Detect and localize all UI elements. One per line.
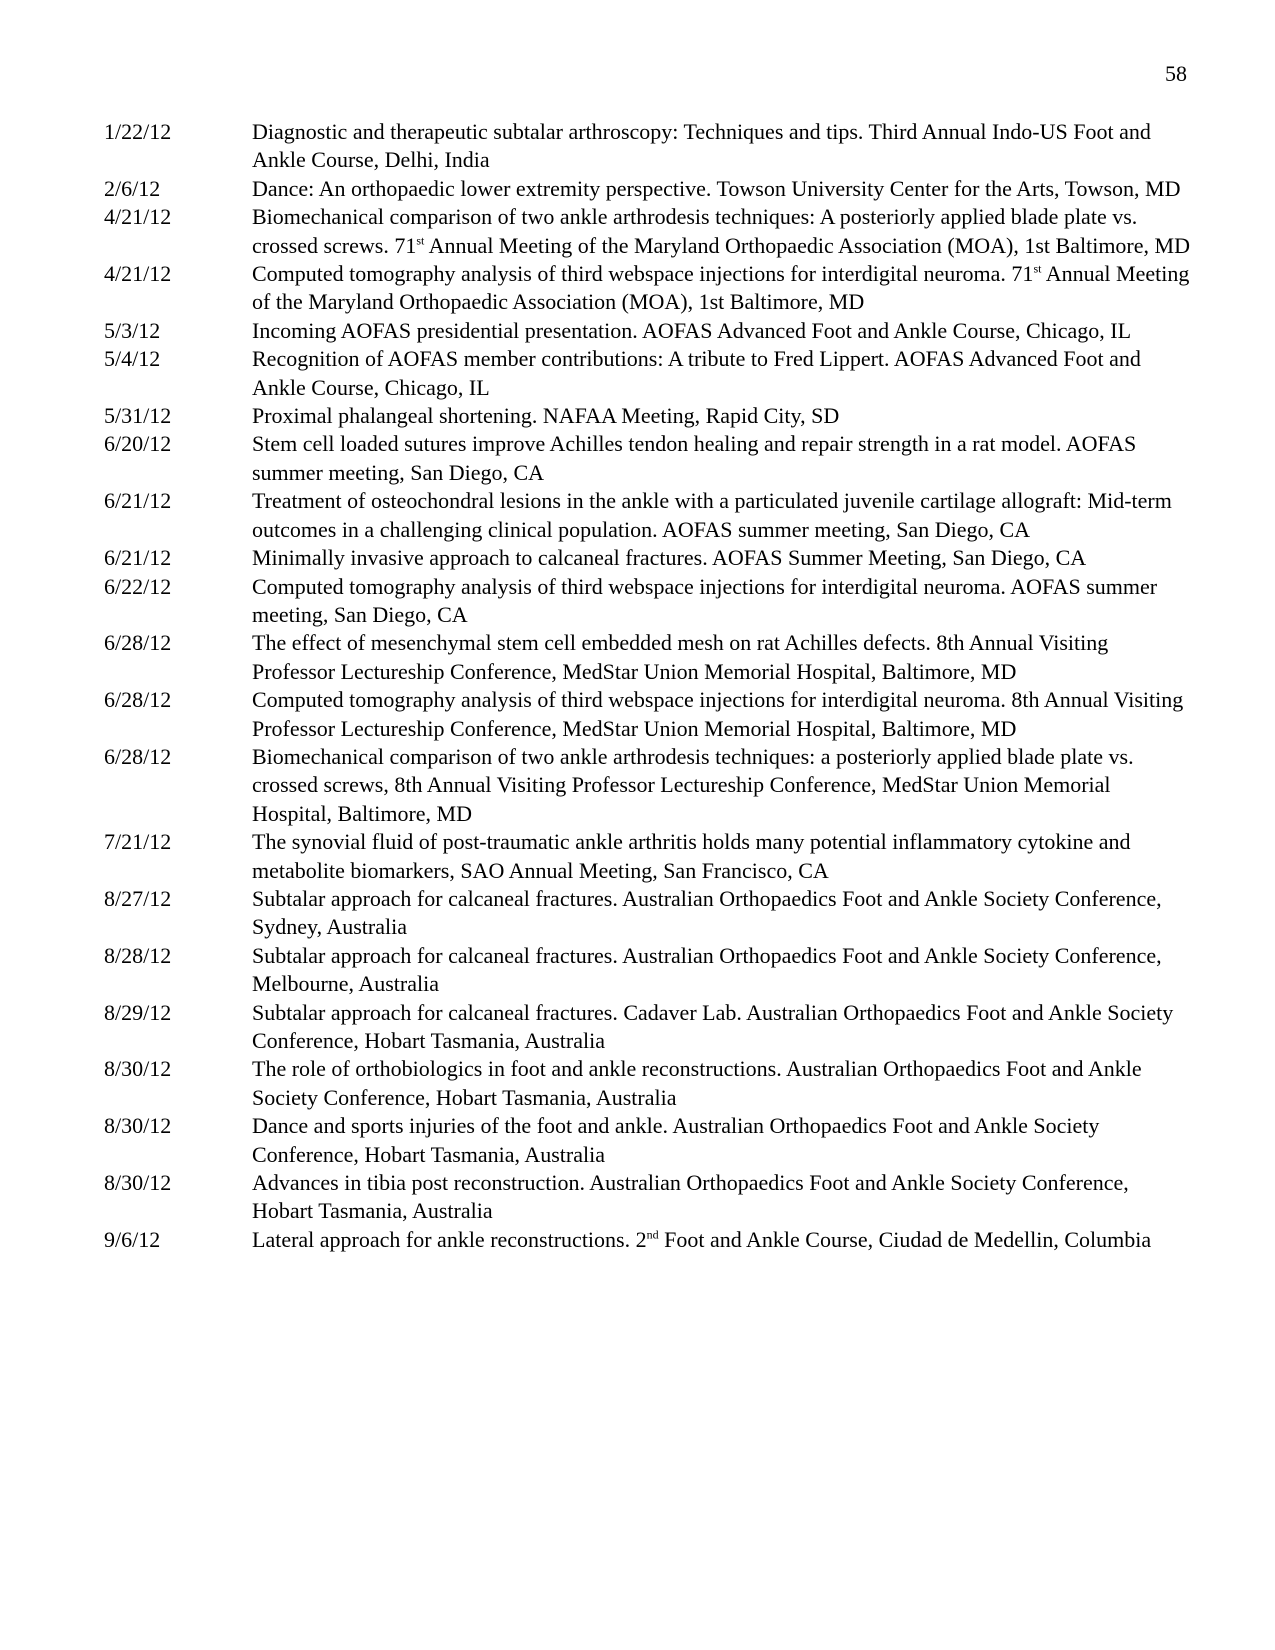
entry-text-part: The effect of mesenchymal stem cell embedded mesh on rat Achilles defects. 8th Annual Visiting Professor Lectureship Conference, MedStar Union Memorial Hospital, Baltimore, MD bbox=[252, 630, 1109, 684]
entry-text-part: Biomechanical comparison of two ankle arthrodesis techniques: A posteriorly applied blade plate vs. crossed screws. 71 bbox=[252, 204, 1138, 258]
entry-date: 6/28/12 bbox=[104, 687, 172, 713]
entry-description bbox=[252, 1055, 1194, 1112]
presentation-entry bbox=[104, 629, 1194, 686]
entry-text-part: Subtalar approach for calcaneal fractures. Australian Orthopaedics Foot and Ankle Society Conference, Melbourne, Australia bbox=[252, 942, 1162, 997]
entry-date: 8/30/12 bbox=[104, 1113, 172, 1139]
entry-description bbox=[252, 1169, 1194, 1226]
entry-date: 5/3/12 bbox=[104, 317, 161, 343]
entry-text-part: Proximal phalangeal shortening. NAFAA Meeting, Rapid City, SD bbox=[252, 403, 840, 429]
entry-date: 8/30/12 bbox=[104, 1056, 172, 1082]
ordinal-superscript: nd bbox=[646, 1227, 659, 1242]
entry-date: 1/22/12 bbox=[104, 119, 172, 144]
entry-description bbox=[252, 942, 1194, 999]
entry-description bbox=[252, 118, 1194, 175]
entry-date: 5/4/12 bbox=[104, 346, 161, 372]
entry-date: 9/6/12 bbox=[104, 1226, 161, 1252]
entry-description bbox=[252, 1112, 1194, 1169]
entry-description bbox=[252, 828, 1194, 885]
entry-date: 6/28/12 bbox=[104, 630, 172, 656]
entry-text-part: Diagnostic and therapeutic subtalar arthroscopy: Techniques and tips. Third Annual Indo-US Foot and Ankle Course, Delhi, India bbox=[252, 119, 1151, 173]
entry-description bbox=[252, 402, 1194, 430]
entry-text-part: Computed tomography analysis of third webspace injections for interdigital neuroma. 71 bbox=[252, 261, 1034, 287]
presentation-entry bbox=[104, 942, 1194, 999]
entry-date: 6/20/12 bbox=[104, 431, 172, 457]
presentation-entry bbox=[104, 1112, 1194, 1169]
presentation-entry bbox=[104, 1055, 1194, 1112]
ordinal-superscript: st bbox=[416, 233, 425, 248]
entry-description bbox=[252, 573, 1194, 630]
entry-text-part: Subtalar approach for calcaneal fractures. Cadaver Lab. Australian Orthopaedics Foot and Ankle Society Conference, Hobart Tasmania, Australia bbox=[252, 999, 1174, 1053]
entry-text-part: Annual Meeting of the Maryland Orthopaedic Association (MOA), 1st Baltimore, MD bbox=[252, 261, 1190, 315]
presentation-entry bbox=[104, 885, 1194, 942]
presentation-entry bbox=[104, 345, 1194, 402]
entry-text-part: Computed tomography analysis of third webspace injections for interdigital neuroma. 8th Annual Visiting Professor Lectureship Conference, MedStar Union Memorial Hospital, Baltimore, MD bbox=[252, 687, 1184, 741]
presentation-entry bbox=[104, 487, 1194, 544]
presentation-entry bbox=[104, 686, 1194, 743]
entry-description bbox=[252, 175, 1194, 203]
presentation-entry bbox=[104, 260, 1194, 317]
entry-date: 6/21/12 bbox=[104, 488, 172, 514]
presentation-entry bbox=[104, 999, 1194, 1056]
entry-text-part: Dance: An orthopaedic lower extremity perspective. Towson University Center for the Arts, Towson, MD bbox=[252, 175, 1181, 201]
entry-description bbox=[252, 885, 1194, 942]
entry-text-part: Annual Meeting of the Maryland Orthopaedic Association (MOA), 1st Baltimore, MD bbox=[428, 232, 1190, 258]
entry-text-part: Foot and Ankle Course, Ciudad de Medellin, Columbia bbox=[664, 1226, 1152, 1252]
entry-text-part: The synovial fluid of post-traumatic ankle arthritis holds many potential inflammatory cytokine and metabolite biomarkers, SAO Annual Meeting, San Francisco, CA bbox=[252, 829, 1131, 883]
presentation-list bbox=[104, 118, 1194, 1254]
entry-description bbox=[252, 686, 1194, 743]
presentation-entry bbox=[104, 203, 1194, 260]
entry-text-part: Biomechanical comparison of two ankle arthrodesis techniques: a posteriorly applied blade plate vs. crossed screws, 8th Annual Visiting Professor Lectureship Conference, MedStar Union Memorial Hospital, Baltimore, MD bbox=[252, 743, 1134, 826]
entry-date: 8/29/12 bbox=[104, 999, 172, 1025]
entry-description bbox=[252, 345, 1194, 402]
entry-text-part: Computed tomography analysis of third webspace injections for interdigital neuroma. AOFAS summer meeting, San Diego, CA bbox=[252, 573, 1158, 627]
presentation-entry bbox=[104, 402, 1194, 430]
entry-date: 4/21/12 bbox=[104, 204, 172, 230]
entry-date: 4/21/12 bbox=[104, 261, 172, 287]
presentation-entry bbox=[104, 828, 1194, 885]
entry-text-part: Stem cell loaded sutures improve Achilles tendon healing and repair strength in a rat model. AOFAS summer meeting, San Diego, CA bbox=[252, 431, 1137, 485]
presentation-entry bbox=[104, 175, 1194, 203]
entry-text-part: Advances in tibia post reconstruction. Australian Orthopaedics Foot and Ankle Society Conference, Hobart Tasmania, Australia bbox=[252, 1170, 1129, 1224]
ordinal-superscript: st bbox=[1033, 261, 1042, 276]
entry-description bbox=[252, 317, 1194, 345]
entry-description bbox=[252, 544, 1194, 572]
entry-date: 7/21/12 bbox=[104, 829, 172, 855]
entry-date: 2/6/12 bbox=[104, 175, 161, 201]
presentation-entry bbox=[104, 573, 1194, 630]
entry-date: 6/21/12 bbox=[104, 545, 172, 571]
entry-text-part: Lateral approach for ankle reconstructions. 2 bbox=[252, 1226, 647, 1252]
entry-description bbox=[252, 487, 1194, 544]
entry-text-part: Recognition of AOFAS member contributions: A tribute to Fred Lippert. AOFAS Advanced Foot and Ankle Course, Chicago, IL bbox=[252, 346, 1141, 400]
presentation-entry bbox=[104, 1226, 1194, 1254]
presentation-entry bbox=[104, 430, 1194, 487]
entry-date: 6/28/12 bbox=[104, 743, 172, 769]
entry-date: 8/27/12 bbox=[104, 885, 172, 911]
entry-description bbox=[252, 203, 1194, 260]
entry-text-part: Dance and sports injuries of the foot and ankle. Australian Orthopaedics Foot and Ankle Society Conference, Hobart Tasmania, Australia bbox=[252, 1113, 1100, 1167]
entry-description bbox=[252, 743, 1194, 828]
entry-description bbox=[252, 999, 1194, 1056]
entry-date: 8/28/12 bbox=[104, 942, 172, 968]
entry-text-part: Incoming AOFAS presidential presentation. AOFAS Advanced Foot and Ankle Course, Chicago, IL bbox=[252, 317, 1132, 343]
presentation-entry bbox=[104, 544, 1194, 572]
entry-text-part: Treatment of osteochondral lesions in the ankle with a particulated juvenile cartilage allograft: Mid-term outcomes in a challenging clinical population. AOFAS summer meeting, San Diego, CA bbox=[252, 488, 1172, 542]
entry-date: 6/22/12 bbox=[104, 573, 172, 599]
presentation-entry bbox=[104, 317, 1194, 345]
entry-description bbox=[252, 629, 1194, 686]
entry-text-part: Subtalar approach for calcaneal fractures. Australian Orthopaedics Foot and Ankle Society Conference, Sydney, Australia bbox=[252, 885, 1162, 940]
entry-description bbox=[252, 430, 1194, 487]
page-number: 58 bbox=[1165, 61, 1187, 86]
presentation-entry bbox=[104, 743, 1194, 828]
presentation-entry bbox=[104, 1169, 1194, 1226]
entry-text-part: The role of orthobiologics in foot and ankle reconstructions. Australian Orthopaedics Foot and Ankle Society Conference, Hobart Tasmania, Australia bbox=[252, 1056, 1142, 1110]
presentation-entry bbox=[104, 118, 1194, 175]
entry-date: 5/31/12 bbox=[104, 403, 172, 429]
entry-description bbox=[252, 260, 1194, 317]
entry-text-part: Minimally invasive approach to calcaneal fractures. AOFAS Summer Meeting, San Diego, CA bbox=[252, 545, 1087, 571]
entry-date: 8/30/12 bbox=[104, 1170, 172, 1196]
entry-description bbox=[252, 1226, 1194, 1254]
